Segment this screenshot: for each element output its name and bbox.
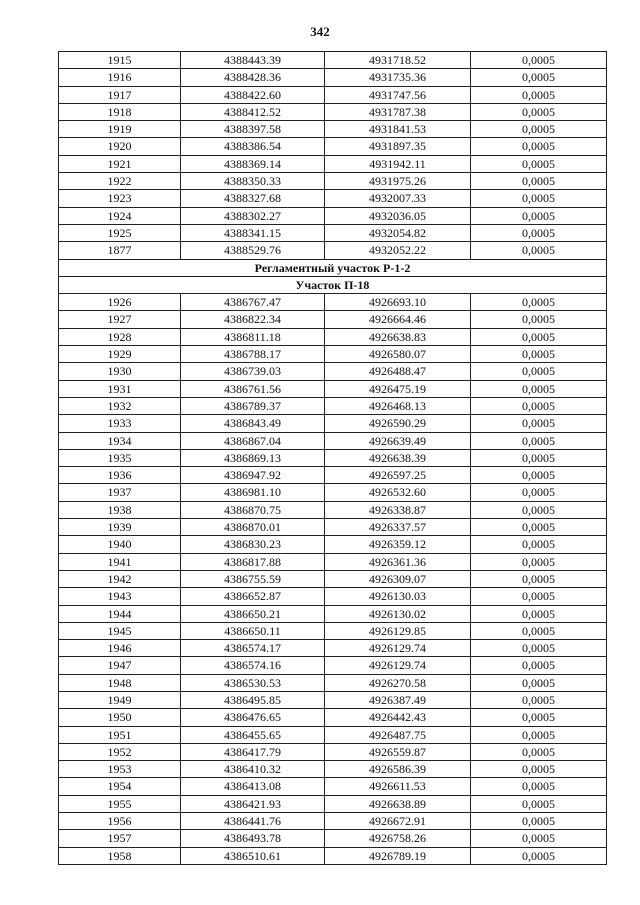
table-row [59,743,607,760]
point-number-cell: 1927 [59,311,181,328]
x-coordinate-cell: 4386574.16 [181,657,325,674]
table-row [59,761,607,778]
x-coordinate-cell: 4386495.85 [181,691,325,708]
table-row [59,657,607,674]
x-coordinate-cell: 4386510.61 [181,847,325,864]
table-row [59,795,607,812]
y-coordinate-cell: 4931718.52 [325,52,471,69]
precision-cell: 0,0005 [471,640,607,657]
precision-cell: 0,0005 [471,570,607,587]
precision-cell: 0,0005 [471,605,607,622]
table-row [59,121,607,138]
y-coordinate-cell: 4926586.39 [325,761,471,778]
y-coordinate-cell: 4926387.49 [325,691,471,708]
table-row [59,224,607,241]
precision-cell: 0,0005 [471,242,607,259]
y-coordinate-cell: 4926442.43 [325,709,471,726]
section-title: Регламентный участок Р-1-2 [59,259,607,276]
y-coordinate-cell: 4926337.57 [325,519,471,536]
table-row [59,397,607,414]
y-coordinate-cell: 4926487.75 [325,726,471,743]
point-number-cell: 1924 [59,207,181,224]
section-title: Участок П-18 [59,276,607,293]
table-row [59,605,607,622]
precision-cell: 0,0005 [471,743,607,760]
point-number-cell: 1931 [59,380,181,397]
table-row [59,294,607,311]
x-coordinate-cell: 4386755.59 [181,570,325,587]
y-coordinate-cell: 4926559.87 [325,743,471,760]
precision-cell: 0,0005 [471,778,607,795]
point-number-cell: 1941 [59,553,181,570]
table-row [59,778,607,795]
precision-cell: 0,0005 [471,657,607,674]
table-row [59,570,607,587]
table-row [59,726,607,743]
table-row [59,207,607,224]
coordinates-table [58,51,607,865]
precision-cell: 0,0005 [471,536,607,553]
x-coordinate-cell: 4386761.56 [181,380,325,397]
point-number-cell: 1929 [59,346,181,363]
y-coordinate-cell: 4926639.49 [325,432,471,449]
x-coordinate-cell: 4386574.17 [181,640,325,657]
y-coordinate-cell: 4932054.82 [325,224,471,241]
y-coordinate-cell: 4926130.03 [325,588,471,605]
precision-cell: 0,0005 [471,207,607,224]
x-coordinate-cell: 4388422.60 [181,86,325,103]
precision-cell: 0,0005 [471,830,607,847]
y-coordinate-cell: 4926638.89 [325,795,471,812]
point-number-cell: 1935 [59,449,181,466]
point-number-cell: 1928 [59,328,181,345]
x-coordinate-cell: 4386739.03 [181,363,325,380]
table-row [59,138,607,155]
y-coordinate-cell: 4926590.29 [325,415,471,432]
table-row [59,553,607,570]
table-row [59,519,607,536]
table-row [59,813,607,830]
point-number-cell: 1919 [59,121,181,138]
y-coordinate-cell: 4931787.38 [325,103,471,120]
table-row [59,501,607,518]
point-number-cell: 1930 [59,363,181,380]
y-coordinate-cell: 4926638.39 [325,449,471,466]
y-coordinate-cell: 4926672.91 [325,813,471,830]
point-number-cell: 1945 [59,622,181,639]
point-number-cell: 1943 [59,588,181,605]
point-number-cell: 1958 [59,847,181,864]
point-number-cell: 1877 [59,242,181,259]
precision-cell: 0,0005 [471,449,607,466]
page-number: 342 [310,24,330,39]
x-coordinate-cell: 4388412.52 [181,103,325,120]
point-number-cell: 1939 [59,519,181,536]
precision-cell: 0,0005 [471,311,607,328]
precision-cell: 0,0005 [471,328,607,345]
y-coordinate-cell: 4931841.53 [325,121,471,138]
table-row [59,622,607,639]
y-coordinate-cell: 4931735.36 [325,69,471,86]
table-row [59,155,607,172]
point-number-cell: 1952 [59,743,181,760]
point-number-cell: 1949 [59,691,181,708]
x-coordinate-cell: 4388350.33 [181,173,325,190]
x-coordinate-cell: 4386417.79 [181,743,325,760]
x-coordinate-cell: 4386493.78 [181,830,325,847]
table-row [59,847,607,864]
y-coordinate-cell: 4926532.60 [325,484,471,501]
point-number-cell: 1948 [59,674,181,691]
point-number-cell: 1917 [59,86,181,103]
y-coordinate-cell: 4931747.56 [325,86,471,103]
x-coordinate-cell: 4388529.76 [181,242,325,259]
precision-cell: 0,0005 [471,622,607,639]
precision-cell: 0,0005 [471,86,607,103]
precision-cell: 0,0005 [471,69,607,86]
precision-cell: 0,0005 [471,691,607,708]
point-number-cell: 1944 [59,605,181,622]
point-number-cell: 1951 [59,726,181,743]
table-row [59,640,607,657]
point-number-cell: 1936 [59,467,181,484]
precision-cell: 0,0005 [471,121,607,138]
point-number-cell: 1950 [59,709,181,726]
table-body [59,52,607,865]
point-number-cell: 1918 [59,103,181,120]
point-number-cell: 1921 [59,155,181,172]
precision-cell: 0,0005 [471,761,607,778]
table-row [59,173,607,190]
y-coordinate-cell: 4926789.19 [325,847,471,864]
table-row [59,190,607,207]
precision-cell: 0,0005 [471,397,607,414]
precision-cell: 0,0005 [471,138,607,155]
point-number-cell: 1923 [59,190,181,207]
table-row [59,484,607,501]
table-row [59,52,607,69]
y-coordinate-cell: 4926488.47 [325,363,471,380]
precision-cell: 0,0005 [471,52,607,69]
x-coordinate-cell: 4388428.36 [181,69,325,86]
precision-cell: 0,0005 [471,432,607,449]
table-row [59,415,607,432]
y-coordinate-cell: 4932007.33 [325,190,471,207]
x-coordinate-cell: 4386530.53 [181,674,325,691]
y-coordinate-cell: 4926664.46 [325,311,471,328]
x-coordinate-cell: 4386843.49 [181,415,325,432]
table-row [59,467,607,484]
point-number-cell: 1956 [59,813,181,830]
table-row [59,536,607,553]
precision-cell: 0,0005 [471,709,607,726]
point-number-cell: 1933 [59,415,181,432]
y-coordinate-cell: 4926129.74 [325,640,471,657]
table-row [59,69,607,86]
x-coordinate-cell: 4386869.13 [181,449,325,466]
x-coordinate-cell: 4386476.65 [181,709,325,726]
table-row [59,242,607,259]
x-coordinate-cell: 4386870.75 [181,501,325,518]
x-coordinate-cell: 4386830.23 [181,536,325,553]
x-coordinate-cell: 4388327.68 [181,190,325,207]
precision-cell: 0,0005 [471,813,607,830]
table-row [59,830,607,847]
x-coordinate-cell: 4388369.14 [181,155,325,172]
table-row [59,709,607,726]
precision-cell: 0,0005 [471,467,607,484]
table-row [59,311,607,328]
x-coordinate-cell: 4386650.11 [181,622,325,639]
y-coordinate-cell: 4926309.07 [325,570,471,587]
y-coordinate-cell: 4931975.26 [325,173,471,190]
y-coordinate-cell: 4932036.05 [325,207,471,224]
x-coordinate-cell: 4386413.08 [181,778,325,795]
precision-cell: 0,0005 [471,415,607,432]
x-coordinate-cell: 4386652.87 [181,588,325,605]
x-coordinate-cell: 4386650.21 [181,605,325,622]
table-row [59,86,607,103]
x-coordinate-cell: 4388397.58 [181,121,325,138]
y-coordinate-cell: 4926361.36 [325,553,471,570]
precision-cell: 0,0005 [471,173,607,190]
table-row [59,588,607,605]
point-number-cell: 1957 [59,830,181,847]
precision-cell: 0,0005 [471,795,607,812]
y-coordinate-cell: 4932052.22 [325,242,471,259]
table-row [59,674,607,691]
y-coordinate-cell: 4926758.26 [325,830,471,847]
table-row [59,449,607,466]
table-row [59,363,607,380]
precision-cell: 0,0005 [471,484,607,501]
x-coordinate-cell: 4386789.37 [181,397,325,414]
precision-cell: 0,0005 [471,553,607,570]
y-coordinate-cell: 4926475.19 [325,380,471,397]
precision-cell: 0,0005 [471,726,607,743]
point-number-cell: 1940 [59,536,181,553]
y-coordinate-cell: 4926338.87 [325,501,471,518]
point-number-cell: 1937 [59,484,181,501]
precision-cell: 0,0005 [471,346,607,363]
table-row [59,432,607,449]
point-number-cell: 1915 [59,52,181,69]
point-number-cell: 1942 [59,570,181,587]
precision-cell: 0,0005 [471,674,607,691]
y-coordinate-cell: 4926468.13 [325,397,471,414]
x-coordinate-cell: 4386981.10 [181,484,325,501]
y-coordinate-cell: 4926359.12 [325,536,471,553]
y-coordinate-cell: 4926693.10 [325,294,471,311]
point-number-cell: 1920 [59,138,181,155]
x-coordinate-cell: 4388302.27 [181,207,325,224]
point-number-cell: 1922 [59,173,181,190]
x-coordinate-cell: 4386455.65 [181,726,325,743]
table-row [59,103,607,120]
x-coordinate-cell: 4386817.88 [181,553,325,570]
point-number-cell: 1946 [59,640,181,657]
x-coordinate-cell: 4386767.47 [181,294,325,311]
precision-cell: 0,0005 [471,224,607,241]
x-coordinate-cell: 4386788.17 [181,346,325,363]
table-row [59,691,607,708]
x-coordinate-cell: 4386441.76 [181,813,325,830]
table-row [59,328,607,345]
point-number-cell: 1926 [59,294,181,311]
y-coordinate-cell: 4931897.35 [325,138,471,155]
x-coordinate-cell: 4388341.15 [181,224,325,241]
x-coordinate-cell: 4386867.04 [181,432,325,449]
precision-cell: 0,0005 [471,155,607,172]
precision-cell: 0,0005 [471,294,607,311]
x-coordinate-cell: 4386947.92 [181,467,325,484]
x-coordinate-cell: 4386870.01 [181,519,325,536]
point-number-cell: 1916 [59,69,181,86]
point-number-cell: 1954 [59,778,181,795]
point-number-cell: 1932 [59,397,181,414]
section-header-row [59,276,607,293]
y-coordinate-cell: 4926597.25 [325,467,471,484]
point-number-cell: 1925 [59,224,181,241]
precision-cell: 0,0005 [471,519,607,536]
x-coordinate-cell: 4386421.93 [181,795,325,812]
x-coordinate-cell: 4388386.54 [181,138,325,155]
section-header-row [59,259,607,276]
precision-cell: 0,0005 [471,363,607,380]
point-number-cell: 1938 [59,501,181,518]
precision-cell: 0,0005 [471,847,607,864]
precision-cell: 0,0005 [471,103,607,120]
y-coordinate-cell: 4926129.85 [325,622,471,639]
point-number-cell: 1953 [59,761,181,778]
x-coordinate-cell: 4386811.18 [181,328,325,345]
x-coordinate-cell: 4386822.34 [181,311,325,328]
table-row [59,380,607,397]
y-coordinate-cell: 4926611.53 [325,778,471,795]
precision-cell: 0,0005 [471,588,607,605]
precision-cell: 0,0005 [471,501,607,518]
x-coordinate-cell: 4386410.32 [181,761,325,778]
y-coordinate-cell: 4926580.07 [325,346,471,363]
y-coordinate-cell: 4926129.74 [325,657,471,674]
table-row [59,346,607,363]
point-number-cell: 1947 [59,657,181,674]
precision-cell: 0,0005 [471,380,607,397]
point-number-cell: 1934 [59,432,181,449]
y-coordinate-cell: 4926270.58 [325,674,471,691]
x-coordinate-cell: 4388443.39 [181,52,325,69]
y-coordinate-cell: 4926130.02 [325,605,471,622]
precision-cell: 0,0005 [471,190,607,207]
point-number-cell: 1955 [59,795,181,812]
y-coordinate-cell: 4926638.83 [325,328,471,345]
y-coordinate-cell: 4931942.11 [325,155,471,172]
